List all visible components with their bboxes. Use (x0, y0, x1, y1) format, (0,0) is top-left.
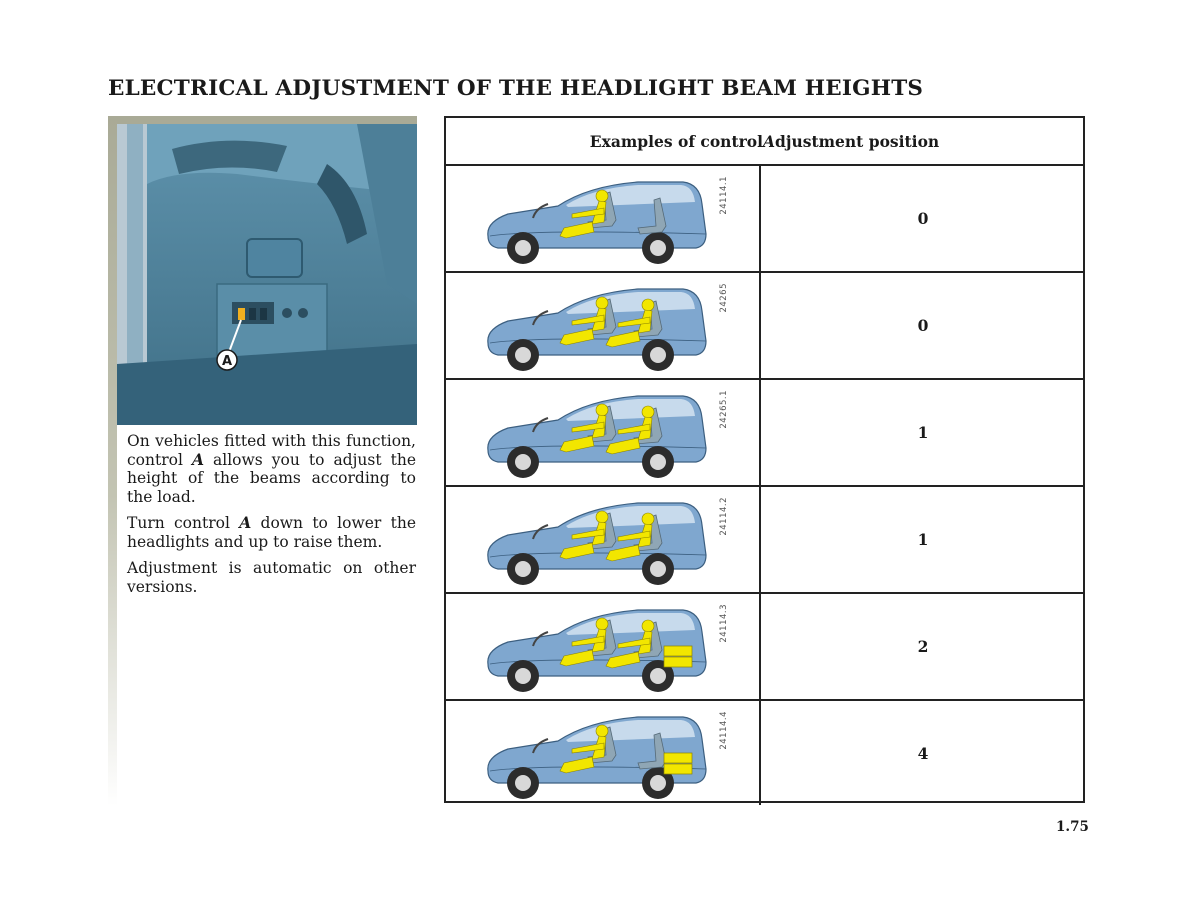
load-illustration (446, 487, 761, 592)
figure-code: 24265.1 (719, 390, 729, 429)
adjustment-position-value: 0 (917, 316, 929, 335)
figure-code: 24114.3 (719, 604, 729, 643)
page-title: ELECTRICAL ADJUSTMENT OF THE HEADLIGHT BEAM HEIGHTS (108, 76, 924, 101)
adjustment-position-value: 2 (917, 637, 929, 656)
control-a-callout: A (221, 354, 233, 369)
load-illustration (446, 273, 761, 378)
paragraph-function: On vehicles fitted with this function, control A allows you to adjust the height of the beams according to the load. (127, 432, 416, 506)
page-number: 1.75 (1056, 819, 1089, 835)
section-side-bar (108, 116, 117, 806)
load-illustration (446, 594, 761, 699)
adjustment-table (444, 116, 1085, 803)
table-row (446, 701, 1083, 805)
adjustment-position-value: 4 (917, 743, 929, 763)
car-load-icon (478, 174, 738, 273)
car-load-icon (478, 709, 738, 808)
adjustment-position-value: 1 (917, 423, 929, 442)
table-row (446, 594, 1083, 701)
paragraph-turn: Turn control A down to lower the headlights and up to raise them. (127, 513, 416, 551)
section-accent-bar (108, 116, 417, 124)
car-load-icon (478, 388, 738, 487)
adjustment-position-value: 1 (917, 530, 929, 549)
figure-code: 24114.1 (719, 176, 729, 215)
adjustment-position-value: 0 (917, 209, 929, 228)
table-header: Examples of control A djustment position (446, 118, 1083, 166)
figure-code: 24114.2 (719, 497, 729, 536)
load-illustration (446, 701, 761, 805)
car-load-icon (478, 281, 738, 380)
car-load-icon (478, 495, 738, 594)
car-load-icon (478, 602, 738, 701)
figure-code: 24114.4 (719, 711, 729, 750)
table-row (446, 380, 1083, 487)
table-row (446, 487, 1083, 594)
table-row (446, 273, 1083, 380)
dashboard-photo (117, 124, 417, 425)
instructions (127, 432, 416, 604)
load-illustration (446, 166, 761, 271)
table-row (446, 166, 1083, 273)
load-illustration (446, 380, 761, 485)
figure-code: 24265 (719, 283, 729, 313)
paragraph-automatic: Adjustment is automatic on other versions. (127, 559, 416, 596)
